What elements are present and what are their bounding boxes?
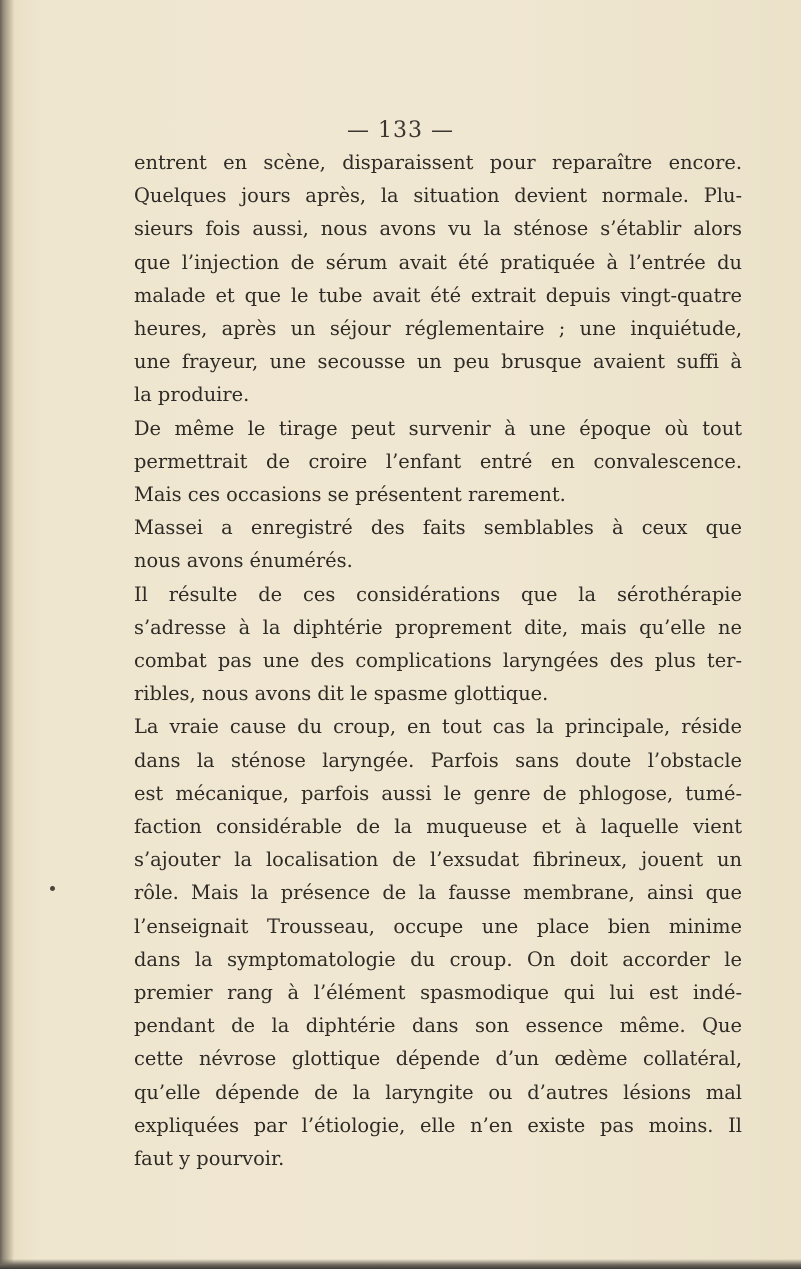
text-line: heures, après un séjour réglementaire ; une inquiétude, xyxy=(134,317,742,341)
text-line: Mais ces occasions se présentent rarement. xyxy=(134,483,566,507)
text-line: La vraie cause du croup, en tout cas la principale, réside xyxy=(134,715,742,739)
text-line: est mécanique, parfois aussi le genre de phlogose, tumé- xyxy=(134,781,742,805)
text-line: dans la sténose laryngée. Parfois sans doute l’obstacle xyxy=(134,748,742,772)
text-line: pendant de la diphtérie dans son essence même. Que xyxy=(134,1014,742,1038)
margin-dot-mark xyxy=(50,886,55,891)
text-line: Quelques jours après, la situation devient normale. Plu- xyxy=(134,184,742,208)
text-line: sieurs fois aussi, nous avons vu la sténose s’établir alors xyxy=(134,217,742,241)
text-line: cette névrose glottique dépende d’un œdème collatéral, xyxy=(134,1047,742,1071)
text-line: l’enseignait Trousseau, occupe une place bien minime xyxy=(134,914,742,938)
text-line: une frayeur, une secousse un peu brusque avaient suffi à xyxy=(134,350,742,374)
page-number: — 133 — xyxy=(347,118,454,143)
text-line: combat pas une des complications laryngées des plus ter- xyxy=(134,649,742,673)
text-line: premier rang à l’élément spasmodique qui lui est indé- xyxy=(134,981,742,1005)
text-line: Il résulte de ces considérations que la sérothérapie xyxy=(134,582,742,606)
text-line: faction considérable de la muqueuse et à laquelle vient xyxy=(134,815,742,839)
body-text xyxy=(134,146,742,1175)
text-line: dans la symptomatologie du croup. On doit accorder le xyxy=(134,947,742,971)
page-bottom-edge xyxy=(0,1259,801,1269)
page-spine-shadow xyxy=(0,0,14,1269)
text-line: rôle. Mais la présence de la fausse membrane, ainsi que xyxy=(134,881,742,905)
text-line: qu’elle dépende de la laryngite ou d’autres lésions mal xyxy=(134,1080,742,1104)
text-line: malade et que le tube avait été extrait depuis vingt-quatre xyxy=(134,283,742,307)
text-line: permettrait de croire l’enfant entré en convalescence. xyxy=(134,449,742,473)
text-line: s’adresse à la diphtérie proprement dite, mais qu’elle ne xyxy=(134,615,742,639)
text-line: Massei a enregistré des faits semblables à ceux que xyxy=(134,516,742,540)
text-line: expliquées par l’étiologie, elle n’en existe pas moins. Il xyxy=(134,1113,742,1137)
text-line: ribles, nous avons dit le spasme glottique. xyxy=(134,682,549,706)
text-line: s’ajouter la localisation de l’exsudat fibrineux, jouent un xyxy=(134,848,742,872)
text-line: faut y pourvoir. xyxy=(134,1147,285,1171)
text-line: nous avons énumérés. xyxy=(134,549,353,573)
text-line: la produire. xyxy=(134,383,250,407)
text-line: entrent en scène, disparaissent pour reparaître encore. xyxy=(134,151,742,174)
text-line: De même le tirage peut survenir à une époque où tout xyxy=(134,416,742,440)
text-line: que l’injection de sérum avait été pratiquée à l’entrée du xyxy=(134,250,742,274)
